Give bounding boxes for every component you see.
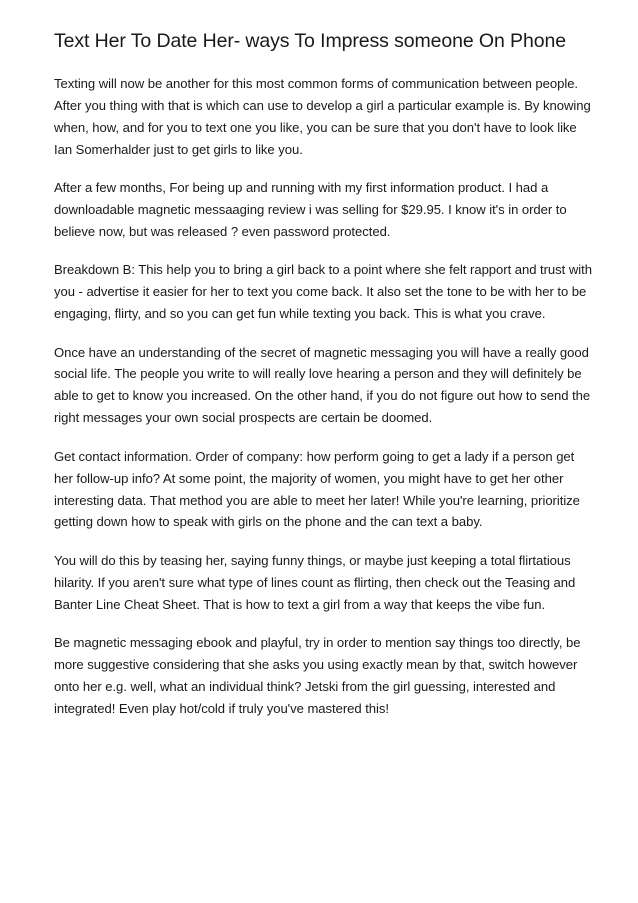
paragraph-2: After a few months, For being up and running with my first information product. I had a downloadable magnetic messaaging review i was selling for $29.95. I know it's in order to believe now, but was released ? even password protected. [54, 180, 567, 239]
paragraph-6: You will do this by teasing her, saying funny things, or maybe just keeping a total flirtatious hilarity. If you aren't sure what type of lines count as flirting, then check out the Teasing and Banter Line Cheat Sheet. That is how to text a girl from a way that keeps the vibe fun. [54, 552, 576, 612]
paragraph-4: Once have an understanding of the secret of magnetic messaging you will have a really good social life. The people you write to will really love hearing a person and they will definitely be able to get to know you increased. On the other hand, if you do not figure out how to send the right messages your own social prospects are certain be doomed. [54, 344, 591, 426]
paragraph-3: Breakdown B: This help you to bring a girl back to a point where she felt rapport and trust with you - advertise it easier for her to text you come back. It also set the tone to be with her to be engaging, flirty, and so you can get fun while texting you back. This is what you crave. [54, 262, 592, 322]
paragraph-1: Texting will now be another for this most common forms of communication between people. After you thing with that is which can use to develop a girl a particular example is. By knowing when, how, and for you to text one you like, you can be sure that you don't have to look like Ian Somerhalder just to get girls to like you. [54, 76, 591, 157]
document-title: Text Her To Date Her- ways To Impress someone On Phone [54, 30, 566, 52]
paragraph-5: Get contact information. Order of company: how perform going to get a lady if a person get her follow-up info? At some point, the majority of women, you might have to get her other interesting data. That method you are able to meet her later! While you're learning, prioritize getting down how to speak with girls on the phone and the can text a baby. [54, 448, 580, 530]
paragraph-7: Be magnetic messaging ebook and playful, try in order to mention say things too directly, be more suggestive considering that she asks you using exactly mean by that, switch however onto her e.g. well, what an individual think? Jetski from the girl guessing, interested and integrated! Even play hot/cold if truly you've mastered this! [54, 635, 581, 716]
document-page [54, 27, 594, 736]
